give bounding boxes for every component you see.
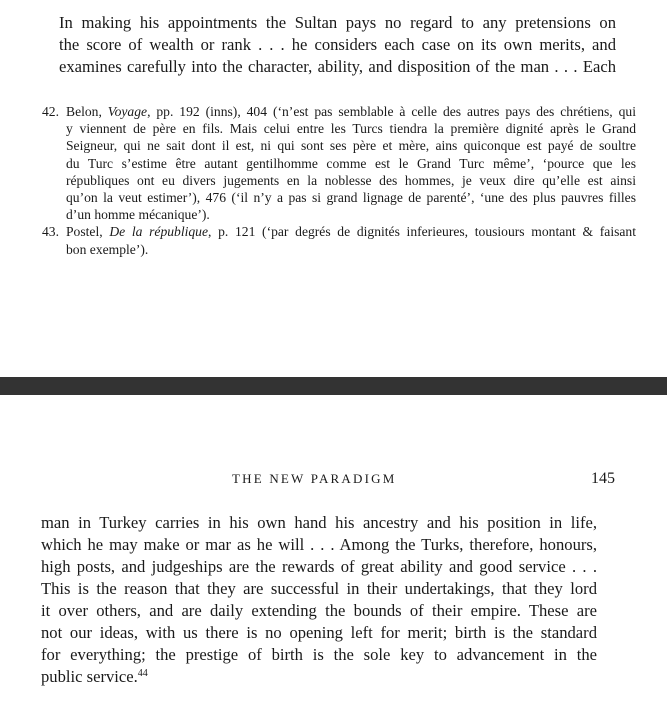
footnote-reference: 44 bbox=[137, 668, 148, 679]
footnotes bbox=[42, 103, 636, 258]
lower-page-fragment bbox=[0, 395, 667, 702]
body-line: This is the reason that they are successful in their undertakings, that they lord bbox=[41, 579, 597, 598]
body-line: the score of wealth or rank . . . he considers each case on its own merits, and bbox=[59, 35, 616, 54]
footnote-line: Postel, De la république, p. 121 (‘par degrés de dignités inferieures, tousiours montant & faisant bbox=[66, 224, 637, 240]
body-line: not our ideas, with us there is no opening left for merit; birth is the standard bbox=[41, 623, 597, 642]
footnote-line: bon exemple’). bbox=[66, 241, 149, 257]
footnote-line: Belon, Voyage, pp. 192 (inns), 404 (‘n’est pas semblable à celle des autres pays des chrétiens, qui bbox=[66, 104, 636, 119]
footnote-line: d’un homme mécanique’). bbox=[66, 207, 210, 223]
lower-body-text bbox=[41, 512, 597, 688]
footnote-line: du Turc s’estime être autant gentilhomme comme est le Grand Turc même’, ‘pource que les bbox=[66, 155, 636, 171]
body-line: it over others, and are daily extending the bounds of their empire. These are bbox=[41, 601, 597, 620]
body-line-last bbox=[41, 666, 597, 688]
body-line: In making his appointments the Sultan pays no regard to any pretensions on bbox=[59, 13, 616, 32]
body-line: high posts, and judgeships are the rewards of great ability and good service . . . bbox=[41, 557, 597, 576]
footnote-line: Seigneur, qui ne sait dont il est, ni qui sont ses père et mère, ains quiconque est payé de soultre bbox=[66, 138, 636, 154]
page-divider bbox=[0, 377, 667, 395]
book-title: De la république bbox=[109, 224, 209, 240]
running-head: THE NEW PARADIGM bbox=[232, 471, 397, 486]
page-number: 145 bbox=[591, 470, 615, 487]
footnote-number: 42. bbox=[42, 104, 59, 119]
footnote-43 bbox=[42, 223, 636, 257]
footnote-line: y viennent de père en fils. Mais celui entre les Turcs tiendra la première dignité après le Grand bbox=[66, 121, 636, 137]
body-line-text: public service. bbox=[41, 667, 138, 686]
book-title: Voyage bbox=[107, 104, 148, 119]
footnote-42 bbox=[42, 103, 636, 223]
footnote-line: républiques ont eu divers jugements en la noblesse des hommes, je veux dire qu’elle est ainsi bbox=[66, 172, 636, 188]
body-line: examines carefully into the character, ability, and disposition of the man . . . Each bbox=[59, 57, 616, 76]
body-line: for everything; the prestige of birth is the sole key to advancement in the bbox=[41, 645, 597, 664]
footnote-number: 43. bbox=[42, 224, 59, 240]
upper-body-text bbox=[59, 12, 616, 78]
footnote-line: qu’on la veut estimer’), 476 (‘il n’y a pas si grand lignage de parenté’, ‘une des plus pauvres filles bbox=[66, 190, 636, 206]
body-line: man in Turkey carries in his own hand his ancestry and his position in life, bbox=[41, 513, 597, 532]
body-line: which he may make or mar as he will . . . Among the Turks, therefore, honours, bbox=[41, 535, 597, 554]
